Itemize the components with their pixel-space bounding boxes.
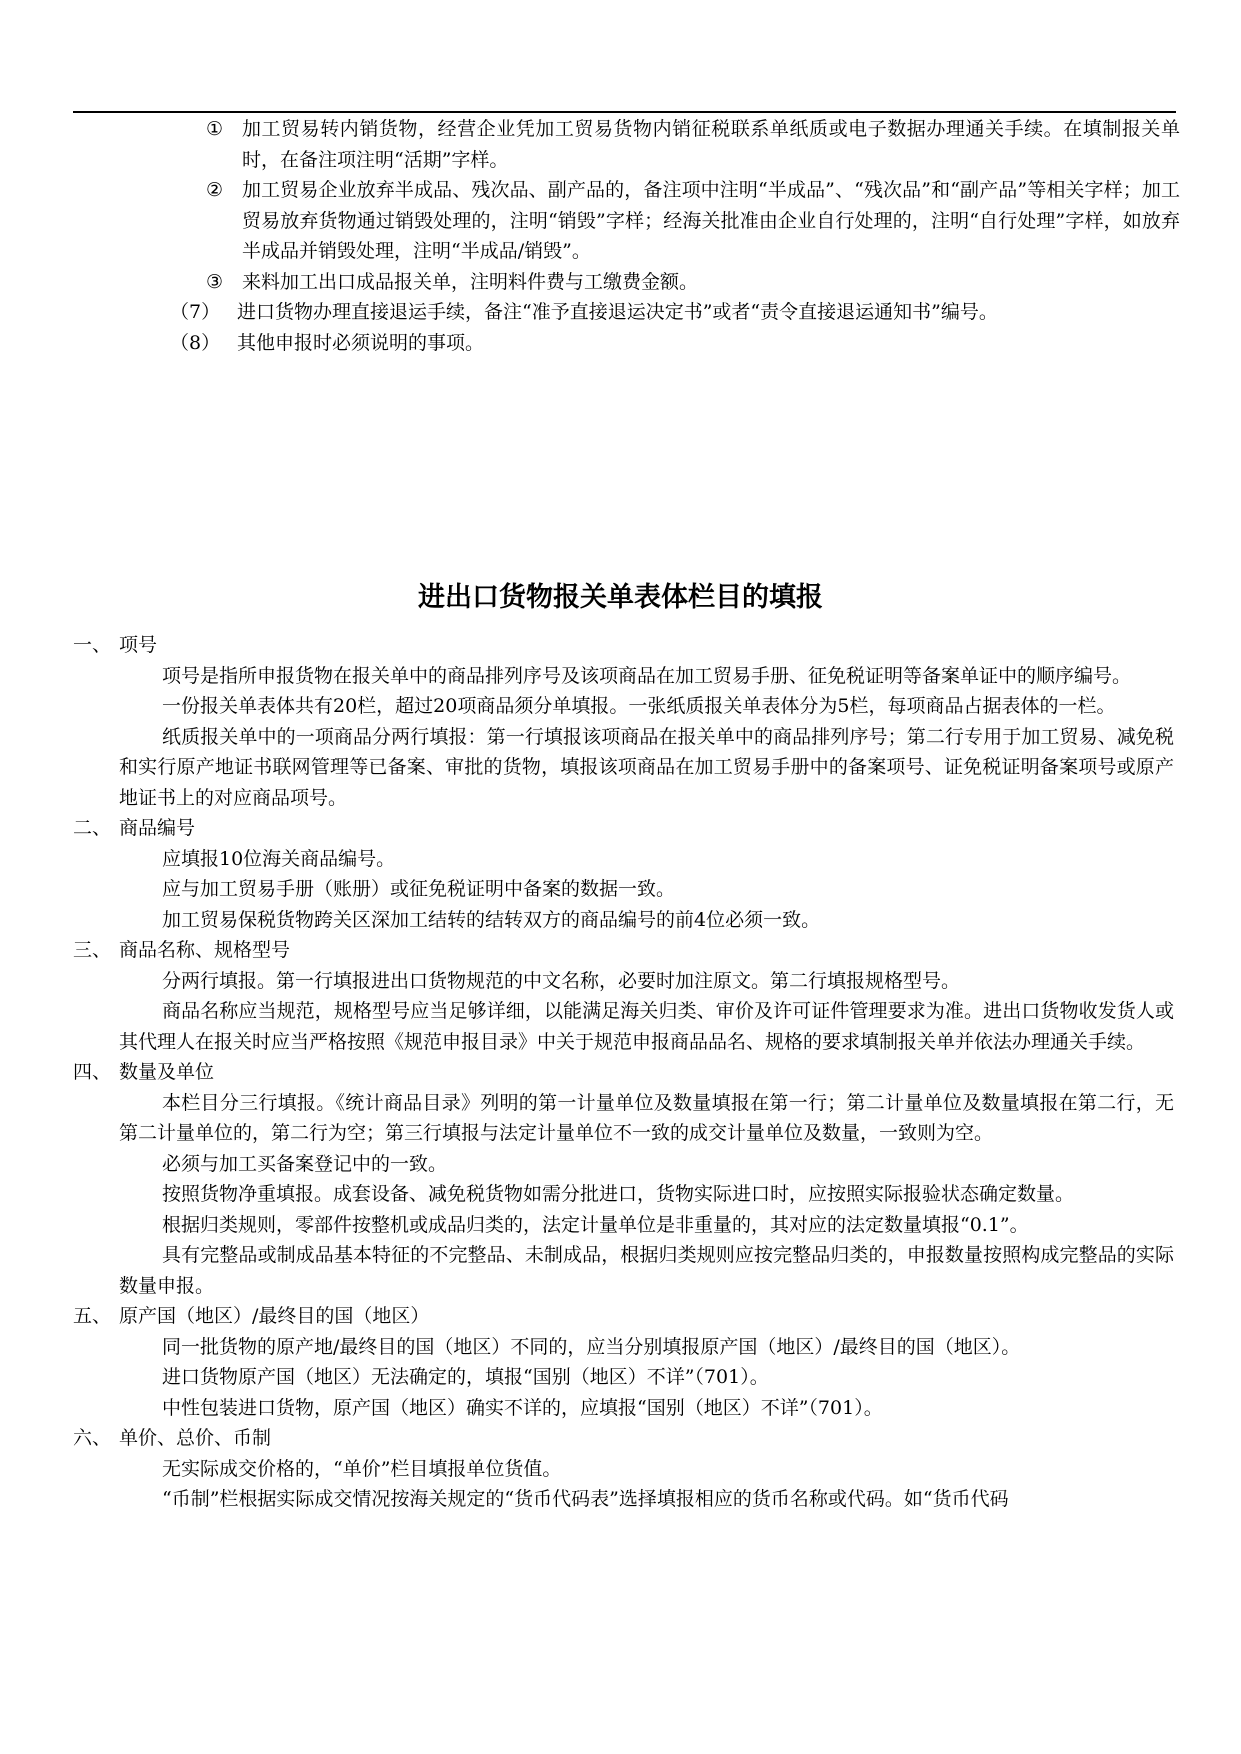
paragraph: 项号是指所申报货物在报关单中的商品排列序号及该项商品在加工贸易手册、征免税证明等备案单证中的顺序编号。 [162,664,1132,687]
list-item-text: 来料加工出口成品报关单，注明料件费与工缴费金额。 [242,270,699,293]
paragraph: 按照货物净重填报。成套设备、减免税货物如需分批进口，货物实际进口时，应按照实际报验状态确定数量。 [162,1183,1075,1205]
top-list [0,114,1241,358]
section-number: 三、 [73,939,112,961]
list-item-number: （7） [170,301,221,323]
paragraph: 应填报10位海关商品编号。 [162,847,396,870]
list-item [170,297,1177,328]
section-title: 原产国（地区）/最终目的国（地区） [119,1305,430,1327]
paragraph: 一份报关单表体共有20栏，超过20项商品须分单填报。一张纸质报关单表体分为5栏，每项商品占据表体的一栏。 [162,695,1116,717]
list-item-number: ① [206,118,224,140]
paragraph: 同一批货物的原产地/最终目的国（地区）不同的，应当分别填报原产国（地区）/最终目的国（地区）。 [162,1335,1021,1358]
paragraph: 进口货物原产国（地区）无法确定的，填报“国别（地区）不详”（701）。 [162,1366,769,1388]
document-body [0,630,1241,1515]
section-number: 六、 [73,1427,112,1449]
section-title: 商品编号 [119,817,196,839]
section-heading [73,630,1241,661]
paragraph: 中性包装进口货物，原产国（地区）确实不详的，应填报“国别（地区）不详”（701）。 [162,1396,883,1419]
list-item-number: （8） [170,331,221,354]
paragraph: 具有完整品或制成品基本特征的不完整品、未制成品，根据归类规则应按完整品归类的，申报数量按照构成完整品的实际数量申报。 [119,1244,1174,1297]
section-heading [73,935,1241,966]
list-item-text: 其他申报时必须说明的事项。 [237,331,485,354]
section-heading [73,813,1241,844]
section-heading [73,1301,1241,1332]
list-item [206,267,1180,298]
section-number: 二、 [73,817,112,839]
section-number: 五、 [73,1305,112,1327]
page-title: 进出口货物报关单表体栏目的填报 [418,582,823,613]
list-item-number: ③ [206,270,224,293]
paragraph: “币制”栏根据实际成交情况按海关规定的“货币代码表”选择填报相应的货币名称或代码。如“货币代码 [162,1488,1009,1510]
paragraph: 无实际成交价格的，“单价”栏目填报单位货值。 [162,1457,562,1480]
section-number: 一、 [73,634,112,656]
list-item [206,114,1180,175]
list-item-text: 加工贸易企业放弃半成品、残次品、副产品的，备注项中注明“半成品”、“残次品”和“副产品”等相关字样；加工贸易放弃货物通过销毁处理的，注明“销毁”字样；经海关批准由企业自行处理的，注明“自行处理”字样，如放弃半成品并销毁处理，注明“半成品/销毁”。 [242,179,1180,262]
list-item [206,175,1180,267]
paragraph: 根据归类规则，零部件按整机或成品归类的，法定计量单位是非重量的，其对应的法定数量填报“0.1”。 [162,1213,1029,1236]
section-title: 商品名称、规格型号 [119,939,291,961]
section-title: 单价、总价、币制 [119,1427,272,1449]
list-item-number: ② [206,179,224,201]
list-item [170,328,1177,359]
section-heading [73,1057,1241,1088]
paragraph: 加工贸易保税货物跨关区深加工结转的结转双方的商品编号的前4位必须一致。 [162,908,821,931]
paragraph: 必须与加工买备案登记中的一致。 [162,1152,448,1175]
section-title: 数量及单位 [119,1061,215,1083]
paragraph: 纸质报关单中的一项商品分两行填报：第一行填报该项商品在报关单中的商品排列序号；第二行专用于加工贸易、减免税和实行原产地证书联网管理等已备案、审批的货物，填报该项商品在加工贸易手册中的备案项号、证免税证明备案项号或原产地证书上的对应商品项号。 [119,725,1174,809]
list-item-text: 进口货物办理直接退运手续，备注“准予直接退运决定书”或者“责令直接退运通知书”编号。 [237,301,998,323]
paragraph: 本栏目分三行填报。《统计商品目录》列明的第一计量单位及数量填报在第一行；第二计量单位及数量填报在第二行，无第二计量单位的，第二行为空；第三行填报与法定计量单位不一致的成交计量单位及数量，一致则为空。 [119,1091,1174,1144]
section-number: 四、 [73,1061,112,1083]
list-item-text: 加工贸易转内销货物，经营企业凭加工贸易货物内销征税联系单纸质或电子数据办理通关手续。在填制报关单时，在备注项注明“活期”字样。 [242,118,1180,171]
paragraph: 应与加工贸易手册（账册）或征免税证明中备案的数据一致。 [162,878,676,900]
paragraph: 商品名称应当规范，规格型号应当足够详细，以能满足海关归类、审价及许可证件管理要求为准。进出口货物收发货人或其代理人在报关时应当严格按照《规范申报目录》中关于规范申报商品品名、规格的要求填制报关单并依法办理通关手续。 [119,1000,1174,1053]
header-rule [73,111,1176,113]
paragraph: 分两行填报。第一行填报进出口货物规范的中文名称，必要时加注原文。第二行填报规格型号。 [162,969,961,992]
section-heading [73,1423,1241,1454]
section-title: 项号 [119,634,158,656]
